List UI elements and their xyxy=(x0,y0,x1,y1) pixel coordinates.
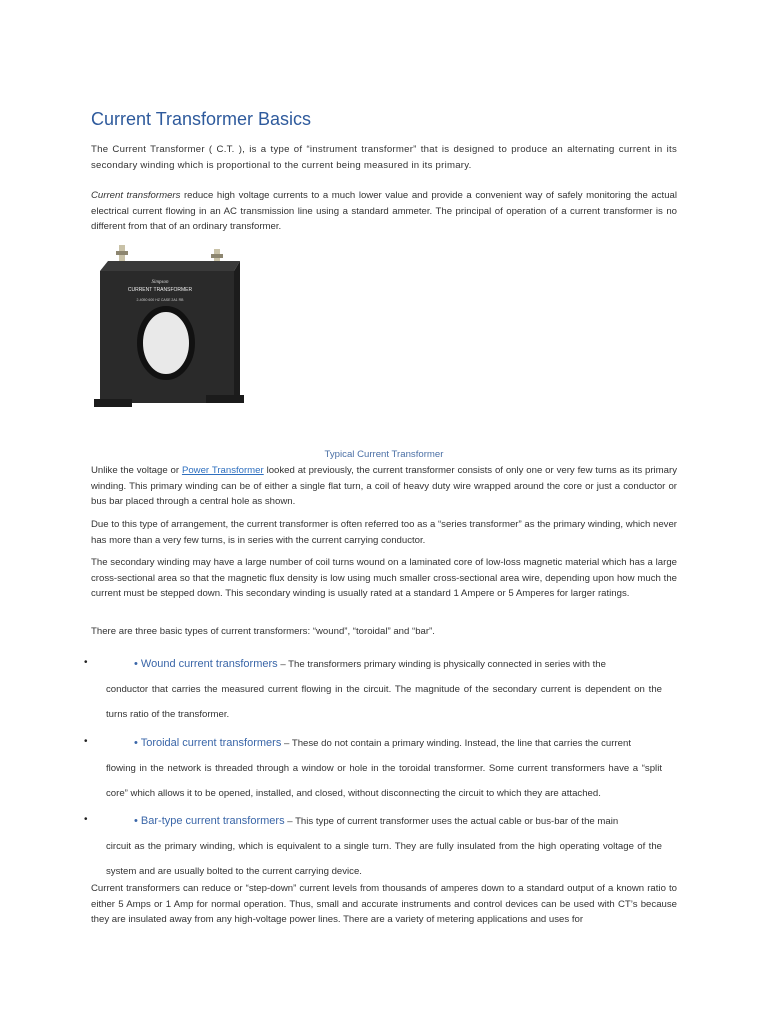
paragraph-text: Unlike the voltage or xyxy=(91,465,182,476)
paragraph-text: looked at previously, the current transformer consists of only one or very few turns as its primary winding. This primary winding can be of either a single flat turn, a coil of heavy duty wire wrapped around the core or just a conductor or bus bar placed through a central hole as shown. xyxy=(91,465,677,507)
list-item-wound xyxy=(134,652,662,677)
paragraph-text: reduce high voltage currents to a much lower value and provide a convenient way of safely monitoring the actual electrical current flowing in an AC transmission line using a standard ammeter. The principal of operation of a current transformer is no different from that of an ordinary transformer. xyxy=(91,190,677,232)
list-item-heading: • Toroidal current transformers xyxy=(134,737,282,749)
paragraph-ct-overview xyxy=(91,188,677,235)
intro-paragraph: The Current Transformer ( C.T. ), is a type of “instrument transformer” that is designed to produce an alternating current in its secondary winding which is proportional to the current being measured in its primary. xyxy=(91,144,677,171)
current-transformer-image xyxy=(94,243,244,419)
list-item-bar-type xyxy=(134,809,662,834)
brand-label: Simpson xyxy=(151,280,169,285)
page-title: Current Transformer Basics xyxy=(91,109,312,129)
base-foot-right xyxy=(206,395,244,403)
paragraph-three-types: There are three basic types of current transformers: “wound”, “toroidal” and “bar”. xyxy=(91,626,435,637)
list-item-text: These do not contain a primary winding. Instead, the line that carries the current xyxy=(291,738,631,749)
device-label: CURRENT TRANSFORMER xyxy=(127,287,193,293)
list-item-bar-type-continued: circuit as the primary winding, which is equivalent to a single turn. They are fully insulated from the high operating voltage of the system and are usually bolted to the current carrying device. xyxy=(106,841,662,877)
list-item-heading: • Bar-type current transformers xyxy=(134,815,285,827)
paragraph-step-down: Current transformers can reduce or “step-down” current levels from thousands of amperes down to a standard output of a known ratio to either 5 Amps or 1 Amp for normal operation. Thus, small and accurate instruments and control devices can be used with CT’s because they are insulated away from any high-voltage power lines. There are a variety of metering applications and uses for xyxy=(91,883,677,925)
terminal-nut-left xyxy=(116,251,128,255)
transformer-side-face xyxy=(234,261,240,403)
list-bullet: • xyxy=(84,736,88,747)
list-item-heading: • Wound current transformers xyxy=(134,658,278,670)
list-bullet: • xyxy=(84,657,88,668)
list-item-wound-continued: conductor that carries the measured current flowing in the circuit. The magnitude of the secondary current is dependent on the turns ratio of the transformer. xyxy=(106,684,662,720)
list-item-text: This type of current transformer uses the actual cable or bus-bar of the main xyxy=(295,816,619,827)
terminal-nut-right xyxy=(211,254,223,258)
paragraph-secondary-winding: The secondary winding may have a large number of coil turns wound on a laminated core of low-loss magnetic material which has a large cross-sectional area so that the magnetic flux density is low using much smaller cross-sectional area wire, depending upon how much the current must be stepped down. This secondary winding is usually rated at a standard 1 Ampere or 5 Amperes for larger ratings. xyxy=(91,557,677,599)
list-item-toroidal xyxy=(134,731,662,756)
dash: – xyxy=(284,816,296,827)
base-foot-left xyxy=(94,399,132,407)
transformer-top-face xyxy=(100,261,240,271)
paragraph-primary-winding xyxy=(91,463,677,510)
dash: – xyxy=(277,659,289,670)
power-transformer-link[interactable]: Power Transformer xyxy=(181,465,264,476)
paragraph-series-transformer: Due to this type of arrangement, the current transformer is often referred too as a “series transformer” as the primary winding, which never has more than a very few turns, is in series with the current carrying conductor. xyxy=(91,519,677,546)
list-item-text: The transformers primary winding is physically connected in series with the xyxy=(288,659,606,670)
italic-term: Current transformers xyxy=(91,190,181,201)
dash: – xyxy=(281,738,292,749)
list-bullet: • xyxy=(84,814,88,825)
figure-caption: Typical Current Transformer xyxy=(324,449,444,460)
device-rating-text: 2-4050 600 HZ CASE 2A1 RB xyxy=(136,298,184,302)
list-item-toroidal-continued: flowing in the network is threaded through a window or hole in the toroidal transformer. Some current transformers have a “split core” which allows it to be opened, installed, and closed, without disconnecting the circuit to which they are attached. xyxy=(106,763,662,799)
